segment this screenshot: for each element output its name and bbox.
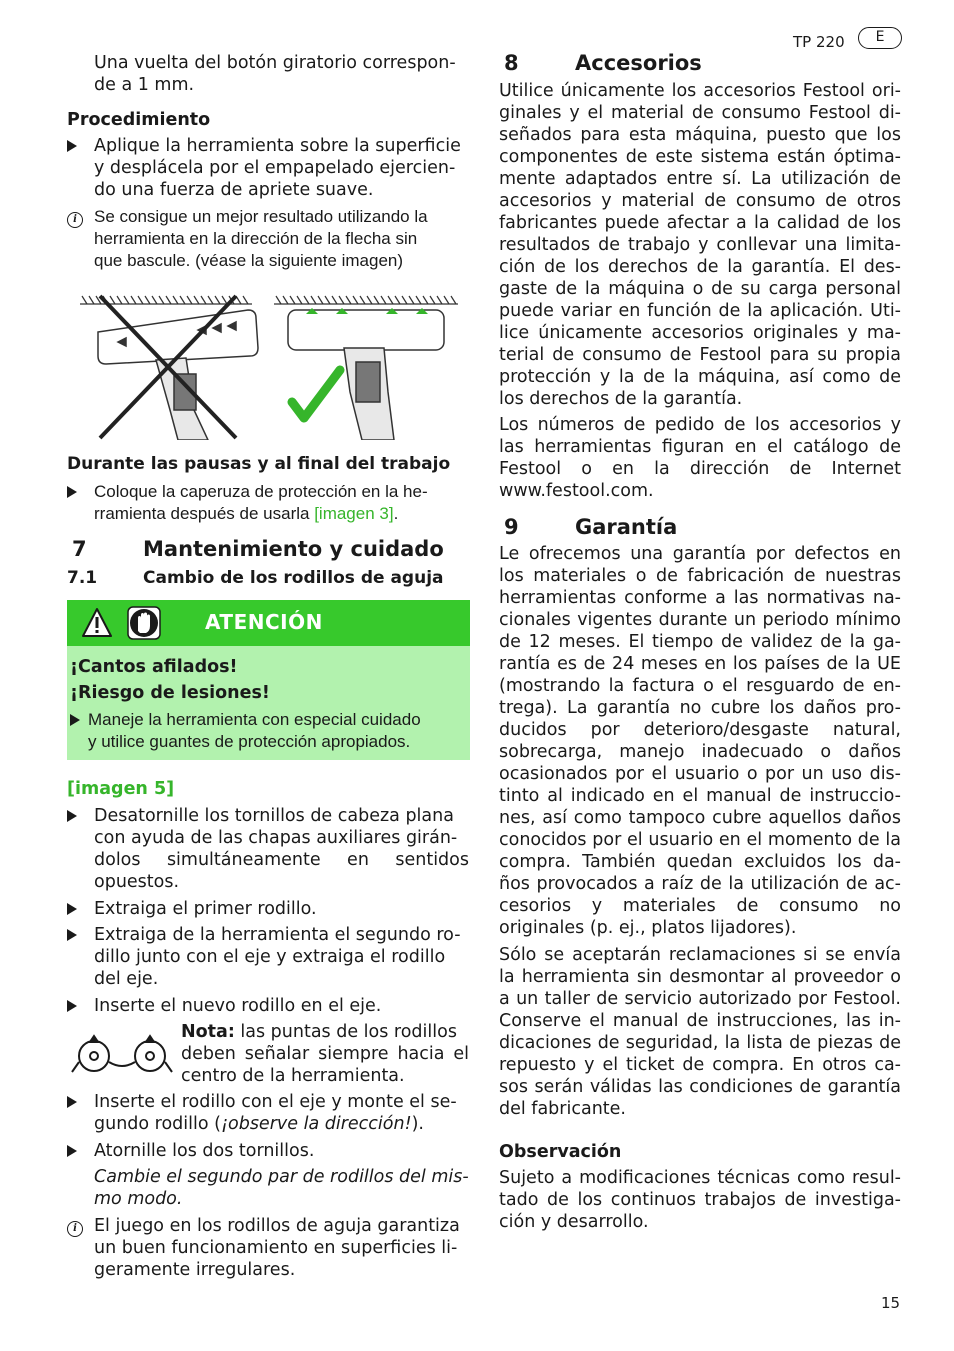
bullet-arrow-icon (67, 1000, 77, 1012)
text-line: originales (p. ej., platos lijadores). (499, 918, 797, 938)
text-line: Maneje la herramienta con especial cuidado (88, 710, 421, 729)
text-line: gaste de la máquina o de su carga personal (499, 279, 901, 299)
intro-line: de a 1 mm. (94, 75, 195, 95)
bullet-arrow-icon (67, 929, 77, 941)
text-span: ). (411, 1114, 424, 1134)
text-line: nes, así como tampoco cubre aquellos daños (499, 808, 901, 828)
header-model: TP 220 (793, 33, 845, 51)
step-note (94, 1166, 469, 1210)
step-bullet (67, 1091, 469, 1135)
text-line: sos serán válidas las condiciones de garantía (499, 1077, 901, 1097)
section-7-title: Mantenimiento y cuidado (143, 537, 444, 561)
text-line: fabricantes puede afectar a la calidad de los (499, 213, 901, 233)
text-line: Conserve el manual de instrucciones, las in- (499, 1011, 901, 1031)
text-line: y utilice guantes de protección apropiados. (88, 732, 411, 751)
text-span: . (393, 504, 399, 523)
text-line: dicaciones de seguridad, la lista de piezas de (499, 1033, 901, 1053)
cross-icon (100, 296, 236, 438)
text-span: rramienta después de usarla (94, 504, 315, 523)
warning-title: ATENCIÓN (205, 610, 323, 634)
proc-info (67, 206, 469, 272)
text-line: Aplique la herramienta sobre la superficie (94, 136, 461, 156)
nota-text (181, 1021, 469, 1087)
text-line: Coloque la caperuza de protección en la he- (94, 482, 428, 501)
bullet-arrow-icon (70, 714, 80, 726)
text-span: gundo rodillo ( (94, 1114, 221, 1134)
text-line: Sólo se aceptarán reclamaciones si se envía (499, 945, 901, 965)
text-line: componentes de este sistema están óptima- (499, 147, 901, 167)
section-71-title: Cambio de los rodillos de aguja (143, 568, 444, 588)
text-line: dillo junto con el eje y extraiga el rodillo (94, 947, 446, 967)
warning-triangle-icon (81, 607, 113, 639)
text-line: trega). La garantía no cubre los daños pro- (499, 698, 901, 718)
text-line: ción de los derechos de la garantía. El des- (499, 257, 901, 277)
info-icon: i (67, 1221, 83, 1237)
text-line: opuestos. (94, 872, 180, 892)
text-line: los derechos de la garantía. (499, 389, 743, 409)
step-bullet (67, 898, 469, 920)
text-line: resultados de trabajo y conllevar una limita- (499, 235, 901, 255)
text-line: Festool o en la dirección de Internet (499, 459, 901, 479)
text-line: conocidos por el usuario en el momento de la (499, 830, 901, 850)
text-line: puede variar en función de la aplicación. Uti- (499, 301, 901, 321)
text-line: y desplácela por el empapelado ejercien- (94, 158, 456, 178)
text-line: tinto al indicado en el manual de instruccio- (499, 786, 901, 806)
text-line: compra. También quedan excluidos los da- (499, 852, 901, 872)
text-line: del eje. (94, 969, 159, 989)
bullet-arrow-icon (67, 140, 77, 152)
gloves-icon (127, 606, 161, 640)
nota-label: Nota: (181, 1022, 235, 1042)
observacion-heading: Observación (499, 1142, 622, 1162)
text-line: Se consigue un mejor resultado utilizando la (94, 207, 428, 226)
text-line: ocasionados por el usuario o por un uso dis- (499, 764, 901, 784)
text-line: sobrecarga, manejo inadecuado o daños (499, 742, 901, 762)
warning-line: ¡Cantos afilados! (70, 657, 238, 677)
text-line: Atornille los dos tornillos. (94, 1141, 315, 1161)
text-line: Le ofrecemos una garantía por defectos en (499, 544, 901, 564)
text-line: un buen funcionamiento en superficies li- (94, 1238, 458, 1258)
final-info (67, 1215, 469, 1281)
text-line: cionales vigentes durante un periodo mínimo (499, 610, 901, 630)
text-line: que bascule. (véase la siguiente imagen) (94, 251, 404, 270)
text-line: repuesto y el ticket de compra. En otros ca- (499, 1055, 901, 1075)
text-line: ños provocados a raíz de la utilización de ac- (499, 874, 901, 894)
intro-text (94, 52, 469, 96)
text-line: Extraiga de la herramienta el segundo ro- (94, 925, 461, 945)
text-line: los materiales o de fabricación de nuestras (499, 566, 901, 586)
pausas-bullet (67, 481, 469, 525)
warning-header (67, 600, 470, 646)
section-71-number: 7.1 (67, 568, 98, 588)
language-badge (858, 27, 902, 49)
bullet-arrow-icon (67, 1096, 77, 1108)
section-9-title: Garantía (575, 515, 678, 539)
section-9-paragraph (499, 944, 901, 1120)
warning-body (67, 646, 470, 760)
wall-hatch-right (274, 296, 458, 304)
text-line: las herramientas figuran en el catálogo de (499, 437, 901, 457)
text-line: Utilice únicamente los accesorios Festool ori- (499, 81, 901, 101)
step-bullet (67, 995, 469, 1017)
step-bullet (67, 1140, 469, 1162)
text-line: la herramienta sin desmontar al proveedor o (499, 967, 901, 987)
text-line: cesorios y materiales de consumo no (499, 896, 901, 916)
text-line: Extraiga el primer rodillo. (94, 899, 317, 919)
text-line: geramente irregulares. (94, 1260, 296, 1280)
text-line: ción y desarrollo. (499, 1212, 649, 1232)
text-line: Sujeto a modificaciones técnicas como resul- (499, 1168, 901, 1188)
text-line: (mostrando la factura o el resguardo de en- (499, 676, 901, 696)
pausas-heading: Durante las pausas y al final del trabajo (67, 454, 451, 474)
check-icon (292, 370, 340, 418)
page-number: 15 (881, 1294, 901, 1312)
text-line (94, 503, 469, 525)
text-line: www.festool.com. (499, 481, 654, 501)
text-line: señados para esta máquina, puesto que los (499, 125, 901, 145)
text-line: mente adaptados entre sí. La utilización de (499, 169, 901, 189)
text-line: de 12 meses. El tiempo de validez de la ga- (499, 632, 901, 652)
warning-bullet (70, 709, 467, 753)
text-line: Inserte el nuevo rodillo en el eje. (94, 996, 382, 1016)
info-icon: i (67, 212, 83, 228)
section-7-number: 7 (72, 537, 87, 561)
bullet-arrow-icon (67, 1145, 77, 1157)
text-line: herramientas conforme a las normativas na- (499, 588, 901, 608)
text-line: Los números de pedido de los accesorios y (499, 415, 901, 435)
text-line (94, 1113, 469, 1135)
text-line: Inserte el rodillo con el eje y monte el se- (94, 1092, 457, 1112)
text-line: lice únicamente accesorios originales y ma- (499, 323, 901, 343)
section-8-number: 8 (504, 51, 519, 75)
intro-line: Una vuelta del botón giratorio correspon- (94, 53, 456, 73)
bullet-arrow-icon (67, 486, 77, 498)
step-bullet (67, 805, 469, 893)
section-9-number: 9 (504, 515, 519, 539)
text-line: do una fuerza de apriete suave. (94, 180, 374, 200)
section-9-paragraph (499, 543, 901, 939)
bullet-arrow-icon (67, 810, 77, 822)
text-line: dolos simultáneamente en sentidos (94, 850, 469, 870)
usage-illustration (78, 292, 470, 440)
proc-bullet (67, 135, 469, 201)
text-line: herramienta en la dirección de la flecha sin (94, 229, 418, 248)
text-line: El juego en los rodillos de aguja garantiza (94, 1216, 460, 1236)
text-line: centro de la herramienta. (181, 1066, 405, 1086)
text-line (181, 1021, 469, 1043)
section-8-paragraph (499, 80, 901, 410)
text-line: deben señalar siempre hacia el (181, 1044, 469, 1064)
section-8-title: Accesorios (575, 51, 702, 75)
text-line: protección y la de la máquina, así como de (499, 367, 901, 387)
step-bullet (67, 924, 469, 990)
text-line: ducidos por deterioro/desgaste natural, (499, 720, 901, 740)
text-span: ¡observe la dirección! (220, 1114, 412, 1134)
section-8-paragraph (499, 414, 901, 502)
bullet-arrow-icon (67, 903, 77, 915)
text-line: mo modo. (94, 1189, 183, 1209)
text-line: Cambie el segundo par de rodillos del mis- (94, 1167, 469, 1187)
text-line: con ayuda de las chapas auxiliares girán- (94, 828, 458, 848)
image5-reference: [imagen 5] (67, 779, 175, 799)
text-span: las puntas de los rodillos (234, 1022, 457, 1042)
text-line: del fabricante. (499, 1099, 626, 1119)
image-reference: [imagen 3] (314, 504, 394, 523)
text-line: accesorios y material de consumo de otros (499, 191, 901, 211)
needle-roller-icon (70, 1032, 174, 1080)
procedimiento-heading: Procedimiento (67, 110, 211, 130)
text-line: ginales y el material de consumo Festool di- (499, 103, 901, 123)
text-line: rantía es de 24 meses en los países de la UE (499, 654, 901, 674)
text-line: Desatornille los tornillos de cabeza plana (94, 806, 454, 826)
tool-straight (288, 310, 444, 440)
text-line: a un taller de servicio autorizado por Festool. (499, 989, 901, 1009)
observacion-paragraph (499, 1167, 901, 1233)
text-line: terial de consumo de Festool para su propia (499, 345, 901, 365)
warning-line: ¡Riesgo de lesiones! (70, 683, 270, 703)
language-badge-label: E (875, 29, 885, 45)
text-line: tado de los continuos trabajos de investiga- (499, 1190, 901, 1210)
